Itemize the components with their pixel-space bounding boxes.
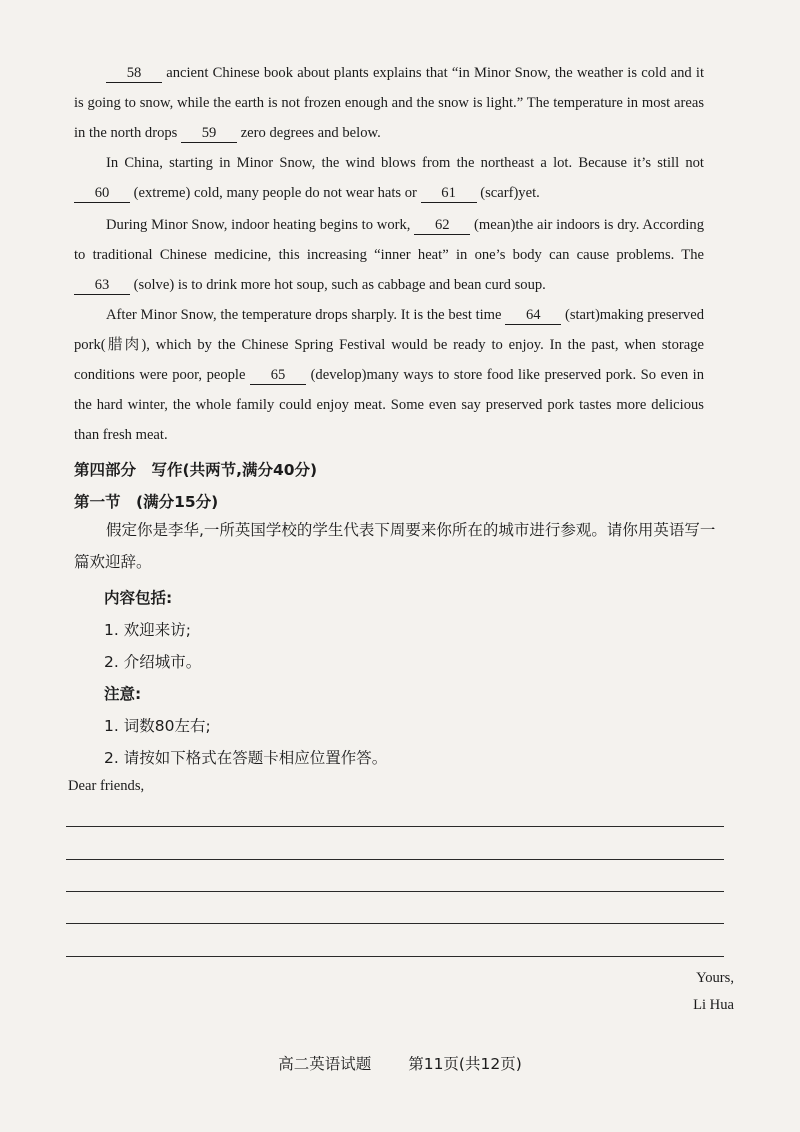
blank-58: 58 <box>106 64 162 83</box>
greeting: Dear friends, <box>68 778 145 794</box>
p4-text-1: After Minor Snow, the temperature drops sharply. It is the best time <box>106 307 502 323</box>
footer-exam-title: 高二英语试题 <box>278 1055 372 1073</box>
p2-text-2: (extreme) cold, many people do not wear hats or <box>133 185 417 201</box>
blank-62: 62 <box>414 216 470 235</box>
footer-page-number: 第11页(共12页) <box>408 1055 522 1073</box>
note-item-1: 1. 词数80左右; <box>104 717 211 735</box>
writing-task: 假定你是李华,一所英国学校的学生代表下周要来你所在的城市进行参观。请你用英语写一篇欢迎辞。 <box>74 521 716 571</box>
p4-text-2: (start)making preserved pork(腊肉), which by the Chinese Spring Festival would be ready to enjoy. In the past, when storage conditions were poor, people <box>74 307 704 383</box>
part-title: 第四部分 写作(共两节,满分40分) <box>74 461 318 479</box>
passage-paragraph-2 <box>74 148 704 208</box>
content-item-1: 1. 欢迎来访; <box>104 621 191 639</box>
p1-text-1: ancient Chinese book about plants explains that “in Minor Snow, the weather is cold and it is going to snow, while the earth is not frozen enough and the snow is light.” The temperature in most areas in the north drops <box>74 65 704 141</box>
blank-65: 65 <box>250 366 306 385</box>
passage-paragraph-3 <box>74 210 704 300</box>
blank-59: 59 <box>181 124 237 143</box>
passage-paragraph-1 <box>74 58 704 148</box>
note-label: 注意: <box>104 685 142 703</box>
closing: Yours, <box>696 970 734 986</box>
p3-text-1: During Minor Snow, indoor heating begins to work, <box>106 217 411 233</box>
p3-text-2: (mean)the air indoors is dry. According to traditional Chinese medicine, this increasing “inner heat” in one’s body can cause problems. The <box>74 217 704 263</box>
content-item-2: 2. 介绍城市。 <box>104 653 202 671</box>
page-footer <box>0 1052 800 1074</box>
answer-line-2 <box>66 859 724 860</box>
p2-text-1: In China, starting in Minor Snow, the wind blows from the northeast a lot. Because it’s still not <box>106 155 704 171</box>
answer-line-3 <box>66 891 724 892</box>
blank-63: 63 <box>74 276 130 295</box>
blank-60: 60 <box>74 184 130 203</box>
answer-line-4 <box>66 923 724 924</box>
passage-paragraph-4 <box>74 300 704 450</box>
blank-64: 64 <box>505 306 561 325</box>
signature: Li Hua <box>693 997 734 1013</box>
answer-line-1 <box>66 826 724 827</box>
answer-line-5 <box>66 956 724 957</box>
p2-text-3: (scarf)yet. <box>480 185 540 201</box>
p4-text-3: (develop)many ways to store food like preserved pork. So even in the hard winter, the whole family could enjoy meat. Some even say preserved pork tastes more delicious than fresh meat. <box>74 367 704 443</box>
content-label: 内容包括: <box>104 589 173 607</box>
p1-text-2: zero degrees and below. <box>240 125 381 141</box>
note-item-2: 2. 请按如下格式在答题卡相应位置作答。 <box>104 749 388 767</box>
p3-text-3: (solve) is to drink more hot soup, such as cabbage and bean curd soup. <box>133 277 546 293</box>
blank-61: 61 <box>421 184 477 203</box>
section-title: 第一节 (满分15分) <box>74 493 219 511</box>
